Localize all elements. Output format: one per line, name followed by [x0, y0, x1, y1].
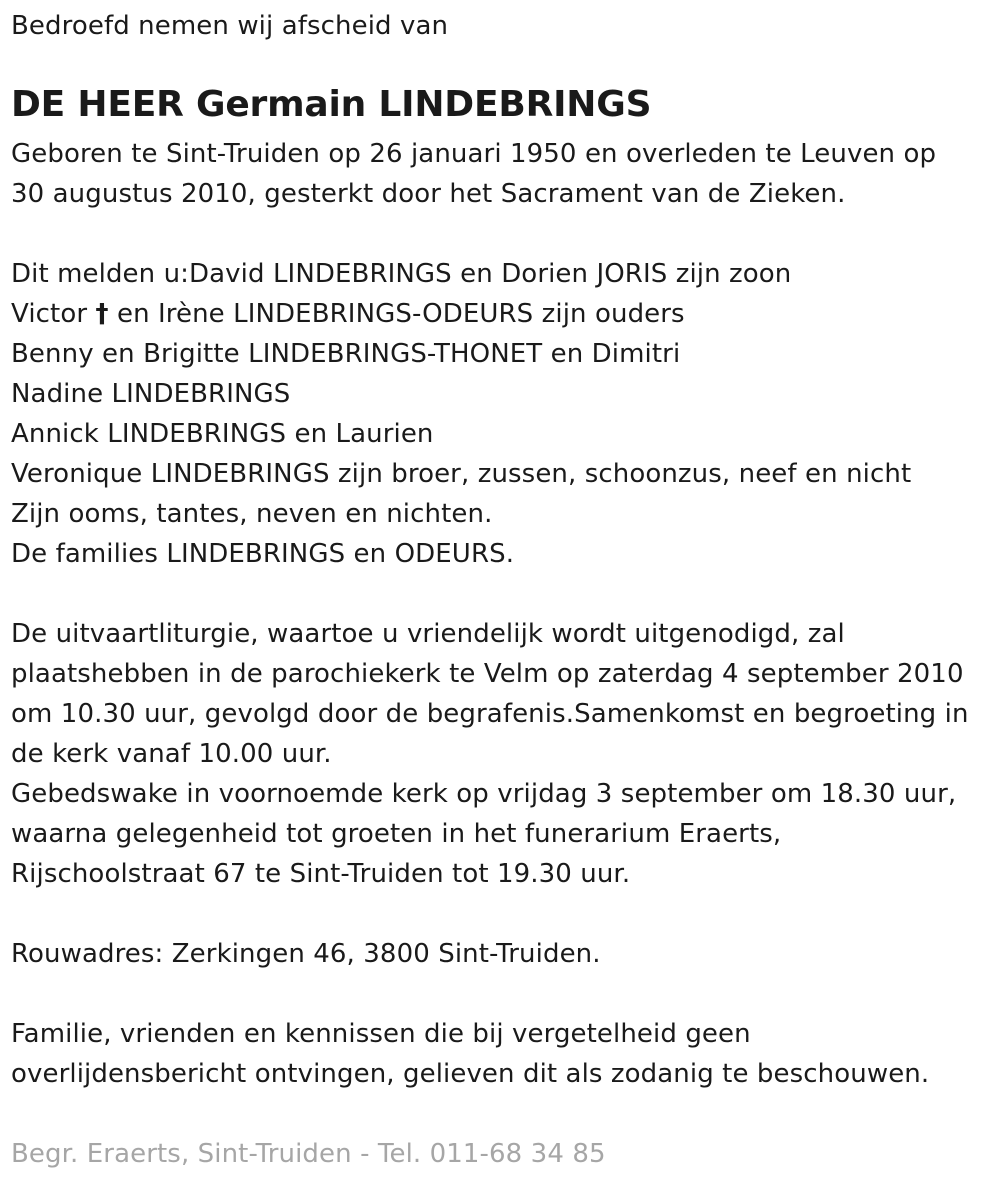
closing-line: overlijdensbericht ontvingen, gelieven dit als zodanig te beschouwen. — [11, 1059, 930, 1089]
closing-paragraph — [11, 1014, 929, 1094]
funeral-line: waarna gelegenheid tot groeten in het funerarium Eraerts, — [11, 819, 782, 849]
undertaker-footer: Begr. Eraerts, Sint-Truiden - Tel. 011-68 34 85 — [11, 1139, 606, 1169]
birth-death-paragraph — [11, 134, 936, 214]
funeral-line: de kerk vanaf 10.00 uur. — [11, 739, 332, 769]
parents-text: en Irène LINDEBRINGS-ODEURS zijn ouders — [116, 299, 685, 329]
family-line: Veronique LINDEBRINGS zijn broer, zussen, schoonzus, neef en nicht — [11, 459, 912, 489]
birth-line: Geboren te Sint-Truiden op 26 januari 1950 en overleden te Leuven op — [11, 139, 937, 169]
intro-text: Bedroefd nemen wij afscheid van — [11, 11, 449, 41]
family-line: Zijn ooms, tantes, neven en nichten. — [11, 499, 493, 529]
family-line-parents — [11, 294, 911, 334]
father-name: Victor — [11, 299, 88, 329]
family-line: De families LINDEBRINGS en ODEURS. — [11, 539, 515, 569]
cross-icon: † — [95, 299, 109, 329]
funeral-line: plaatshebben in de parochiekerk te Velm op zaterdag 4 september 2010 — [11, 659, 964, 689]
funeral-line: om 10.30 uur, gevolgd door de begrafenis.Samenkomst en begroeting in — [11, 699, 969, 729]
closing-line: Familie, vrienden en kennissen die bij vergetelheid geen — [11, 1019, 751, 1049]
funeral-paragraph — [11, 614, 969, 894]
birth-line: 30 augustus 2010, gesterkt door het Sacrament van de Zieken. — [11, 179, 846, 209]
funeral-line: Gebedswake in voornoemde kerk op vrijdag 3 september om 18.30 uur, — [11, 779, 957, 809]
family-line: Annick LINDEBRINGS en Laurien — [11, 419, 434, 449]
family-paragraph — [11, 254, 911, 574]
deceased-name: DE HEER Germain LINDEBRINGS — [11, 84, 652, 125]
funeral-line: De uitvaartliturgie, waartoe u vriendelijk wordt uitgenodigd, zal — [11, 619, 845, 649]
mourning-address: Rouwadres: Zerkingen 46, 3800 Sint-Truiden. — [11, 939, 601, 969]
family-line: Dit melden u:David LINDEBRINGS en Dorien JORIS zijn zoon — [11, 259, 792, 289]
family-line: Nadine LINDEBRINGS — [11, 379, 291, 409]
family-line: Benny en Brigitte LINDEBRINGS-THONET en Dimitri — [11, 339, 681, 369]
funeral-line: Rijschoolstraat 67 te Sint-Truiden tot 19.30 uur. — [11, 859, 631, 889]
